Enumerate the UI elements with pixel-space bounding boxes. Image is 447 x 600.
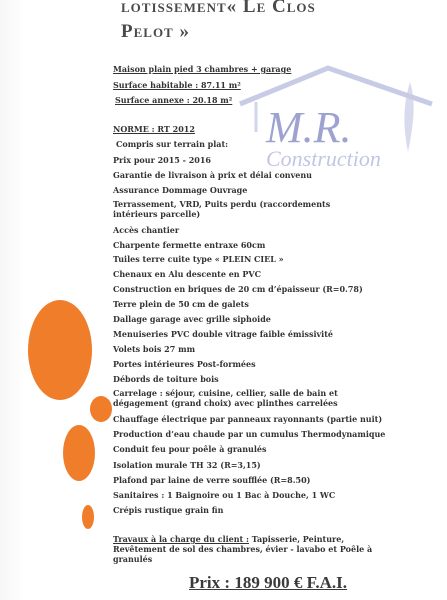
feature-item: Dallage garage avec grille siphoide	[113, 314, 271, 324]
feature-item: Menuiseries PVC double vitrage faible émissivité	[113, 329, 334, 339]
feature-item: Débords de toiture bois	[113, 374, 219, 384]
feature-item: Prix pour 2015 - 2016	[113, 155, 211, 165]
circle-medium	[90, 396, 112, 422]
compris: Compris sur terrain plat:	[116, 139, 229, 149]
feature-item: Chenaux en Alu descente en PVC	[113, 269, 261, 279]
feature-item: Crépis rustique grain fin	[113, 505, 224, 515]
price: Prix : 189 900 € F.A.I.	[189, 573, 348, 592]
circle-medium-2	[63, 425, 95, 481]
feature-item: Conduit feu pour poêle à granulés	[113, 444, 267, 454]
feature-item: Tuiles terre cuite type « PLEIN CIEL »	[113, 254, 284, 264]
feature-item: Chauffage électrique par panneaux rayonnants (partie nuit)	[113, 414, 383, 424]
circle-large	[28, 300, 92, 400]
feature-item: Volets bois 27 mm	[113, 344, 196, 354]
surface-habitable: Surface habitable : 87.11 m²	[113, 80, 241, 90]
logo-letters: M.R.	[266, 103, 352, 152]
title-line-1: lotissement« Le Clos	[121, 0, 316, 17]
feature-item: Construction en briques de 20 cm d’épaisseur (R=0.78)	[113, 284, 363, 294]
feature-item: Assurance Dommage Ouvrage	[113, 185, 248, 195]
surface-annexe: Surface annexe : 20.18 m²	[115, 95, 233, 105]
feature-item: Charpente fermette entraxe 60cm	[113, 240, 266, 250]
title-line-2: Pelot »	[121, 21, 190, 42]
left-margin	[0, 0, 30, 600]
feature-item: Production d’eau chaude par un cumulus Thermodynamique	[113, 429, 386, 439]
feature-item: Isolation murale TH 32 (R=3,15)	[113, 460, 261, 470]
travaux-text: Tapisserie, Peinture, Revêtement de sol des chambres, évier - lavabo et Poêle à granulés	[113, 534, 373, 564]
circle-small	[82, 505, 94, 529]
page-title	[121, 0, 441, 44]
feature-item: Carrelage : séjour, cuisine, cellier, salle de bain et dégagement (grand choix) avec plinthes carrelées	[113, 388, 338, 408]
norme: NORME : RT 2012	[113, 124, 195, 134]
mr-construction-logo	[236, 62, 436, 174]
feature-item: Accès chantier	[113, 225, 180, 235]
feature-item: Plafond par laine de verre soufflée (R=8.50)	[113, 475, 311, 485]
logo-word: Construction	[266, 146, 381, 171]
feature-item: Sanitaires : 1 Baignoire ou 1 Bac à Douche, 1 WC	[113, 490, 336, 500]
feature-item: Terre plein de 50 cm de galets	[113, 299, 249, 309]
travaux-client	[113, 534, 375, 564]
feature-item: Terrassement, VRD, Puits perdu (raccordements intérieurs parcelle)	[113, 199, 331, 219]
travaux-label: Travaux à la charge du client :	[113, 534, 249, 544]
feature-item: Portes intérieures Post-formées	[113, 359, 256, 369]
feature-item: Garantie de livraison à prix et délai convenu	[113, 170, 312, 180]
house-type: Maison plain pied 3 chambres + garage	[113, 64, 292, 74]
